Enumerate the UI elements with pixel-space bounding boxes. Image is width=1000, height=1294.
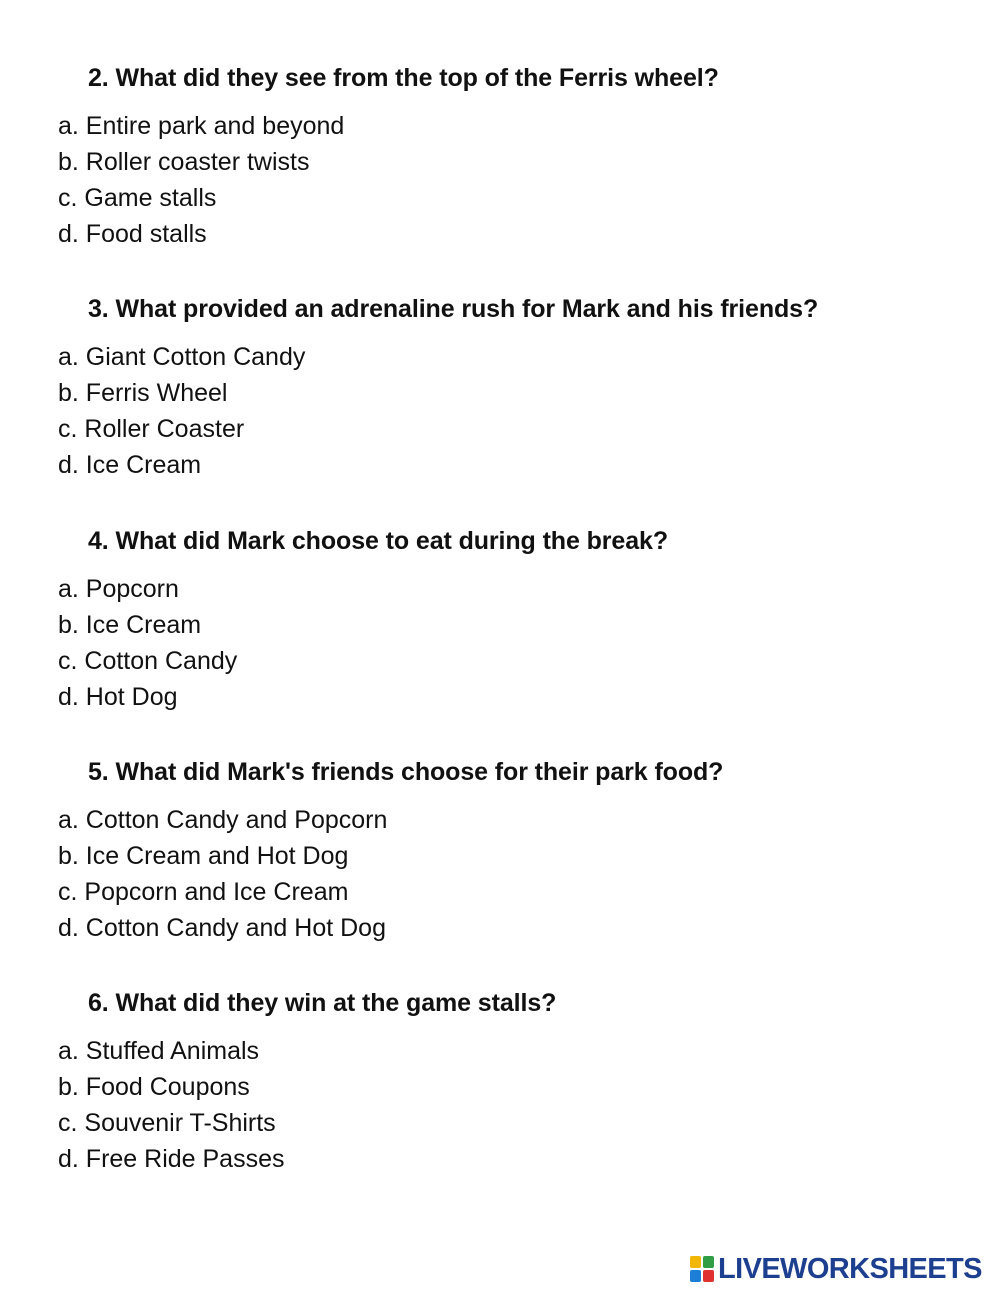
answer-options [58,802,387,946]
option-d[interactable]: d. Hot Dog [58,683,178,711]
option-b[interactable]: b. Ice Cream [58,611,202,639]
question-title: 4. What did Mark choose to eat during the break? [88,527,669,555]
option-c[interactable]: c. Game stalls [58,184,217,212]
option-a[interactable]: a. Cotton Candy and Popcorn [58,806,388,834]
answer-options [58,108,344,252]
option-d[interactable]: d. Food stalls [58,220,207,248]
question-title: 6. What did they win at the game stalls? [88,989,557,1017]
logo-square-yellow [690,1256,701,1268]
option-a[interactable]: a. Stuffed Animals [58,1037,260,1065]
logo-square-blue [690,1270,701,1282]
option-b[interactable]: b. Food Coupons [58,1073,250,1101]
option-b[interactable]: b. Ice Cream and Hot Dog [58,842,349,870]
option-c[interactable]: c. Roller Coaster [58,415,245,443]
question-title: 5. What did Mark's friends choose for their park food? [88,758,724,786]
liveworksheets-logo [690,1254,982,1284]
question-title: 3. What provided an adrenaline rush for Mark and his friends? [88,295,819,323]
liveworksheets-logo-icon [690,1256,714,1282]
logo-square-green [703,1256,714,1268]
option-c[interactable]: c. Souvenir T-Shirts [58,1109,276,1137]
option-d[interactable]: d. Cotton Candy and Hot Dog [58,914,386,942]
answer-options [58,571,237,715]
option-a[interactable]: a. Entire park and beyond [58,112,345,140]
option-c[interactable]: c. Cotton Candy [58,647,238,675]
option-d[interactable]: d. Ice Cream [58,451,202,479]
question-title: 2. What did they see from the top of the Ferris wheel? [88,64,719,92]
option-a[interactable]: a. Popcorn [58,575,179,603]
option-a[interactable]: a. Giant Cotton Candy [58,343,306,371]
option-b[interactable]: b. Roller coaster twists [58,148,310,176]
answer-options [58,1033,285,1177]
option-c[interactable]: c. Popcorn and Ice Cream [58,878,349,906]
logo-square-red [703,1270,714,1282]
brand-name: LIVEWORKSHEETS [718,1253,982,1285]
option-d[interactable]: d. Free Ride Passes [58,1145,285,1173]
answer-options [58,339,305,483]
option-b[interactable]: b. Ferris Wheel [58,379,228,407]
